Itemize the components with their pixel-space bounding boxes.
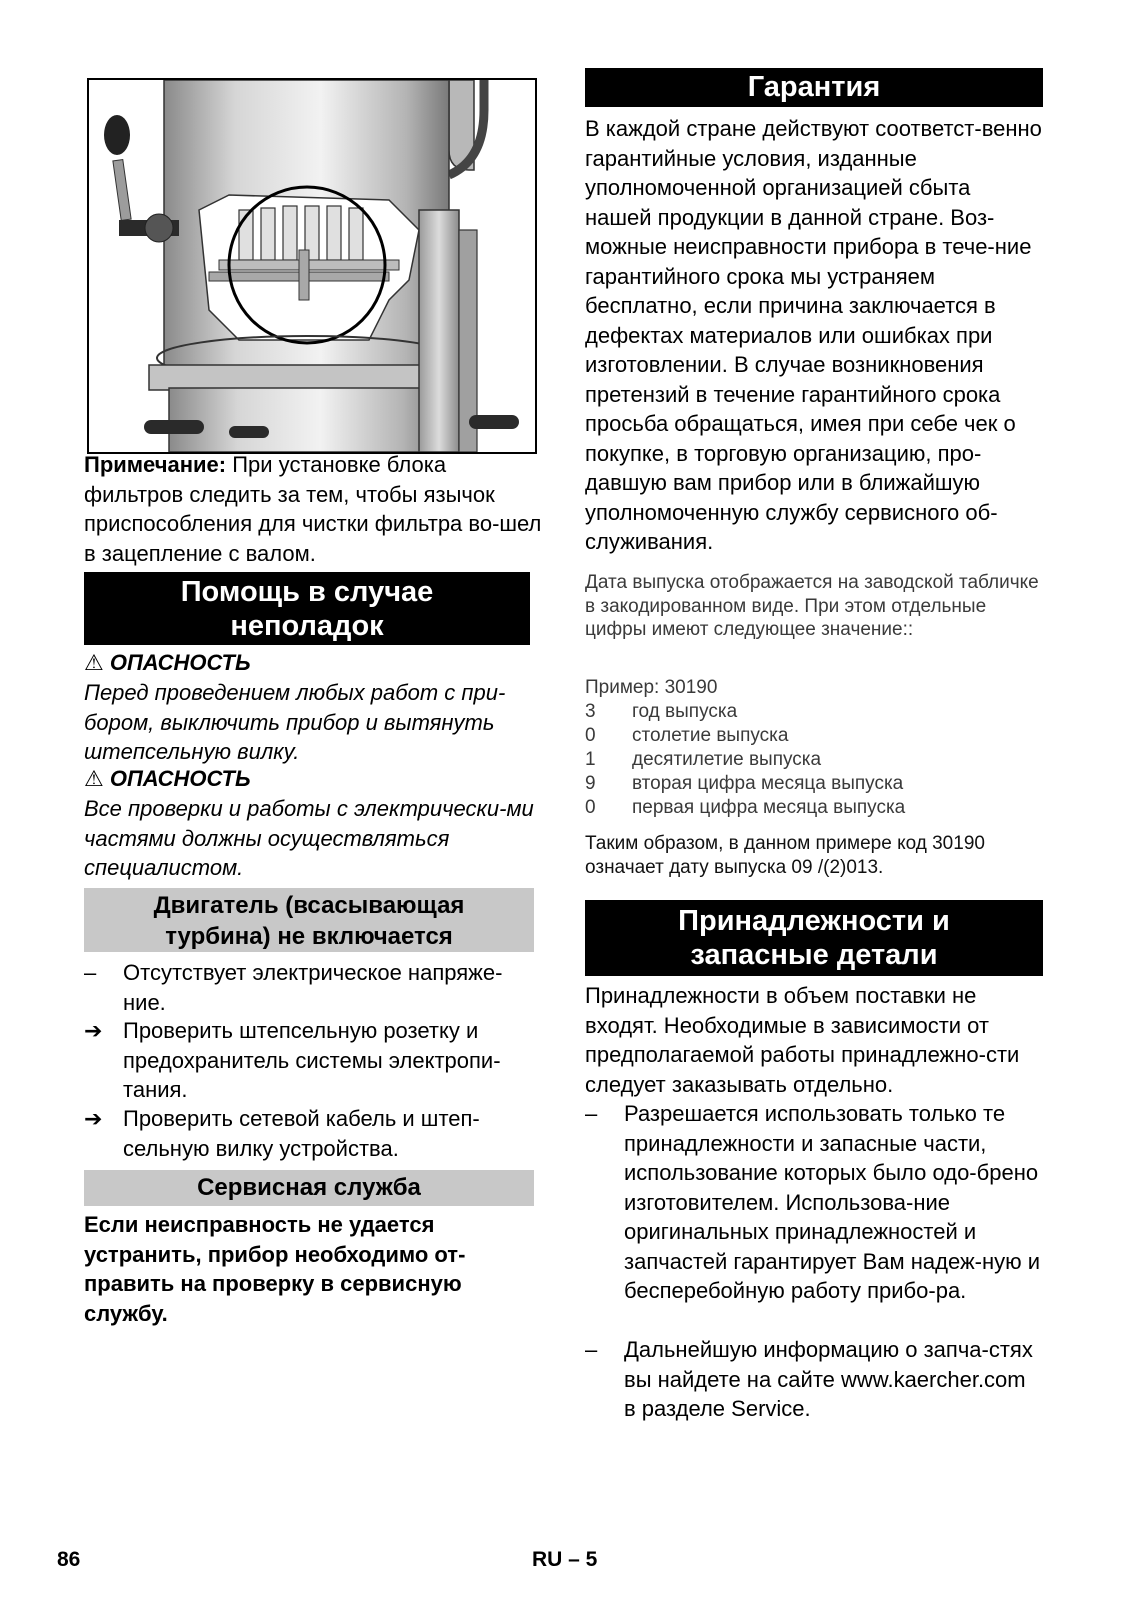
accessories-text: Принадлежности в объем поставки не входят. Необходимые в зависимости от предполагаемой работы принадлежно-сти следует заказывать отдельно. (585, 983, 1020, 1097)
code-meaning: десятилетие выпуска (632, 749, 822, 770)
filter-drawing (89, 80, 535, 452)
danger-title-1: ОПАСНОСТЬ (109, 650, 251, 675)
section-label: RU – 5 (532, 1548, 598, 1571)
danger-text-2: Все проверки и работы с электрически-ми частями должны осуществляться специалистом. (84, 796, 534, 880)
list-item-text: Отсутствует электрическое напряже-ние. (123, 960, 503, 1015)
code-digit: 1 (585, 749, 596, 770)
arrow-right-icon: ➔ (84, 1018, 103, 1043)
list-item (585, 1335, 1043, 1425)
code-digit: 0 (585, 797, 596, 818)
code-row (585, 724, 1043, 748)
dash-marker: – (585, 1101, 598, 1126)
code-row (585, 796, 1043, 820)
list-item (585, 1099, 1043, 1335)
dash-marker: – (585, 1337, 598, 1362)
code-meaning: год выпуска (632, 701, 738, 722)
motor-banner-line2: турбина) не включается (165, 923, 453, 950)
code-meaning: столетие выпуска (632, 725, 789, 746)
help-banner (84, 572, 530, 645)
list-item (84, 958, 542, 1018)
code-row (585, 700, 1043, 724)
example-conclusion: Таким образом, в данном примере код 30190 означает дату выпуска 09 /(2)013. (585, 833, 985, 878)
warning-triangle-icon: ⚠ (84, 766, 104, 791)
list-item-text: Проверить сетевой кабель и штеп-сельную вилку устройства. (123, 1106, 480, 1161)
code-digit: 0 (585, 725, 596, 746)
help-banner-line2: неполадок (230, 610, 384, 642)
code-digit: 3 (585, 701, 596, 722)
arrow-right-icon: ➔ (84, 1106, 103, 1131)
list-item (84, 1016, 542, 1106)
code-meaning: первая цифра месяца выпуска (632, 797, 906, 818)
dash-marker: – (84, 960, 97, 985)
list-item-text: Дальнейшую информацию о запча-стях вы найдете на сайте www.kaercher.com в разделе Service. (624, 1337, 1033, 1421)
code-row (585, 772, 1043, 796)
list-item-text: Проверить штепсельную розетку и предохранитель системы электропи-тания. (123, 1018, 501, 1102)
help-banner-line1: Помощь в случае (180, 576, 434, 608)
example-label: Пример: 30190 (585, 677, 718, 698)
warranty-text: В каждой стране действуют соответст-венно гарантийные условия, изданные уполномоченной организацией сбыта нашей продукции в данной стране. Воз-можные неисправности прибора в тече-ние гарантийного срока мы устраняем бесплатно, если причина заключается в дефектах материалов или ошибках при изготовлении. В случае возникновения претензий в течение гарантийного срока просьба обращаться, имея при себе чек о покупке, в торговую организацию, про-давшую вам прибор или в ближайшую уполномоченную службу сервисного об-служивания. (585, 116, 1042, 554)
warranty-banner: Гарантия (585, 68, 1043, 107)
warning-triangle-icon: ⚠ (84, 650, 104, 675)
danger-heading-2 (84, 765, 251, 793)
danger-heading-1 (84, 649, 251, 677)
date-text: Дата выпуска отображается на заводской табличке в закодированном виде. При этом отдельные цифры имеют следующее значение:: (585, 572, 1039, 640)
service-text: Если неисправность не удается устранить, прибор необходимо от-править на проверку в сервисную службу. (84, 1212, 466, 1326)
danger-text-1: Перед проведением любых работ с при-бором, выключить прибор и вытянуть штепсельную вилку. (84, 680, 506, 764)
accessories-banner-line2: запасные детали (690, 939, 938, 971)
motor-banner-line1: Двигатель (всасывающая (153, 892, 465, 919)
accessories-banner-line1: Принадлежности и (678, 905, 950, 937)
filter-illustration (87, 78, 537, 454)
list-item (84, 1104, 542, 1164)
note-text: При установке блока фильтров следить за тем, чтобы язычок приспособления для чистки фильтра во-шел в зацепление с валом. (84, 452, 542, 566)
code-meaning: вторая цифра месяца выпуска (632, 773, 904, 794)
note-label: Примечание: (84, 452, 227, 477)
code-row (585, 748, 1043, 772)
accessories-banner (585, 900, 1043, 976)
service-banner: Сервисная служба (84, 1170, 534, 1206)
code-digit: 9 (585, 773, 596, 794)
motor-banner (84, 888, 534, 952)
list-item-text: Разрешается использовать только те принадлежности и запасные части, использование которых было одо-брено изготовителем. Использова-ние оригинальных принадлежностей и запчастей гарантирует Вам надеж-ную и бесперебойную работу прибо-ра. (624, 1101, 1041, 1303)
page-number: 86 (57, 1548, 81, 1571)
note-paragraph (84, 450, 542, 568)
danger-title-2: ОПАСНОСТЬ (109, 766, 251, 791)
